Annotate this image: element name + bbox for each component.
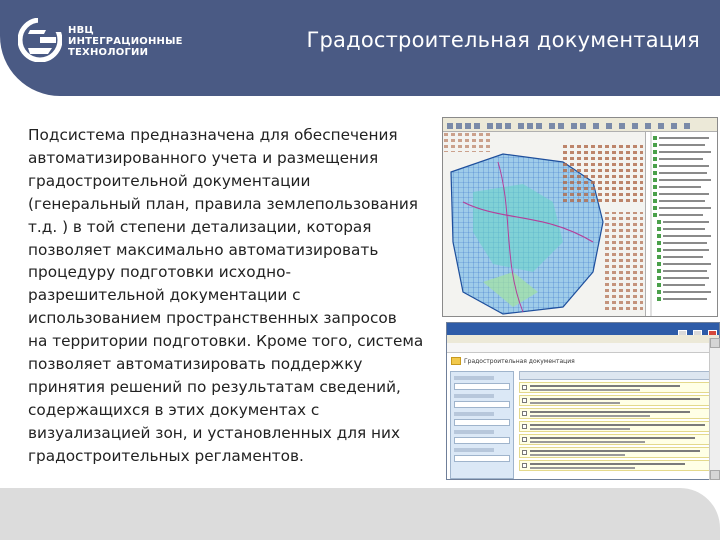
row-text <box>530 450 700 452</box>
address-bar[interactable] <box>447 343 719 353</box>
list-item[interactable] <box>519 408 717 419</box>
row-text <box>530 428 630 430</box>
logo-line-3: ТЕХНОЛОГИИ <box>68 47 149 58</box>
search-label <box>454 430 494 434</box>
list-item[interactable] <box>519 447 717 458</box>
row-text <box>530 441 645 443</box>
description-line: градостроительных регламентов. <box>28 446 304 465</box>
row-checkbox[interactable] <box>522 463 527 468</box>
search-field[interactable] <box>454 455 510 462</box>
row-checkbox[interactable] <box>522 411 527 416</box>
row-text <box>530 415 650 417</box>
list-item[interactable] <box>519 434 717 445</box>
vertical-scrollbar[interactable] <box>709 338 720 480</box>
row-text <box>530 398 700 400</box>
description-line: градостроительной документации <box>28 171 311 190</box>
row-text <box>530 454 625 456</box>
search-label <box>454 394 494 398</box>
row-text <box>530 389 640 391</box>
row-text <box>530 467 635 469</box>
row-text <box>530 402 620 404</box>
description-line: использованием пространственных запросов <box>28 309 397 328</box>
list-item[interactable] <box>519 421 717 432</box>
company-logo-text <box>68 25 183 58</box>
row-text <box>530 385 680 387</box>
page-title: Градостроительная документация <box>306 28 700 52</box>
gis-map-screenshot <box>442 117 718 317</box>
browser-titlebar <box>447 323 719 335</box>
description-line: позволяет максимально автоматизировать <box>28 240 379 259</box>
row-text <box>530 437 695 439</box>
results-header <box>519 371 717 380</box>
list-item[interactable] <box>519 460 717 471</box>
browser-page-title: Градостроительная документация <box>464 357 575 365</box>
folder-icon <box>451 357 461 365</box>
company-logo-icon <box>18 18 62 62</box>
browser-page-header <box>451 354 717 368</box>
list-item[interactable] <box>519 382 717 393</box>
layer-tree-panel[interactable] <box>645 132 718 317</box>
row-checkbox[interactable] <box>522 437 527 442</box>
logo-line-2: ИНТЕГРАЦИОННЫЕ <box>68 36 183 47</box>
footer-band <box>0 488 720 540</box>
list-item[interactable] <box>519 395 717 406</box>
layer-list-icon <box>646 132 718 317</box>
browser-screenshot <box>446 322 720 480</box>
header-banner <box>0 0 720 96</box>
search-field[interactable] <box>454 419 510 426</box>
description-line: визуализацией зон, и установленных для них <box>28 423 401 442</box>
scroll-up-icon[interactable] <box>710 338 720 348</box>
results-list <box>519 371 717 479</box>
window-controls <box>677 324 717 334</box>
search-panel <box>450 371 514 479</box>
search-field[interactable] <box>454 401 510 408</box>
description-line: (генеральный план, правила землепользования <box>28 194 418 213</box>
map-view[interactable] <box>443 132 645 317</box>
row-checkbox[interactable] <box>522 450 527 455</box>
description-line: т.д. ) в той степени детализации, которая <box>28 217 372 236</box>
search-label <box>454 448 494 452</box>
row-checkbox[interactable] <box>522 385 527 390</box>
description-line: автоматизированного учета и размещения <box>28 148 379 167</box>
logo-line-1: НВЦ <box>68 25 94 36</box>
row-checkbox[interactable] <box>522 424 527 429</box>
description-text <box>28 124 440 468</box>
description-line: процедуру подготовки исходно- <box>28 263 292 282</box>
search-label <box>454 376 494 380</box>
browser-menubar <box>447 335 719 343</box>
row-text <box>530 411 690 413</box>
scroll-down-icon[interactable] <box>710 470 720 480</box>
row-checkbox[interactable] <box>522 398 527 403</box>
row-text <box>530 424 705 426</box>
map-drawing <box>443 132 645 317</box>
search-label <box>454 412 494 416</box>
search-field[interactable] <box>454 383 510 390</box>
gis-toolbar <box>443 118 717 132</box>
description-line: на территории подготовки. Кроме того, система <box>28 332 424 351</box>
row-text <box>530 463 685 465</box>
description-line: содержащихся в этих документах с <box>28 400 320 419</box>
description-line: позволяет автоматизировать поддержку <box>28 355 363 374</box>
search-field[interactable] <box>454 437 510 444</box>
description-line: принятия решений по результатам сведений, <box>28 377 401 396</box>
description-line: Подсистема предназначена для обеспечения <box>28 126 398 144</box>
toolbar-buttons-icon <box>443 119 718 133</box>
description-line: разрешительной документации с <box>28 286 301 305</box>
